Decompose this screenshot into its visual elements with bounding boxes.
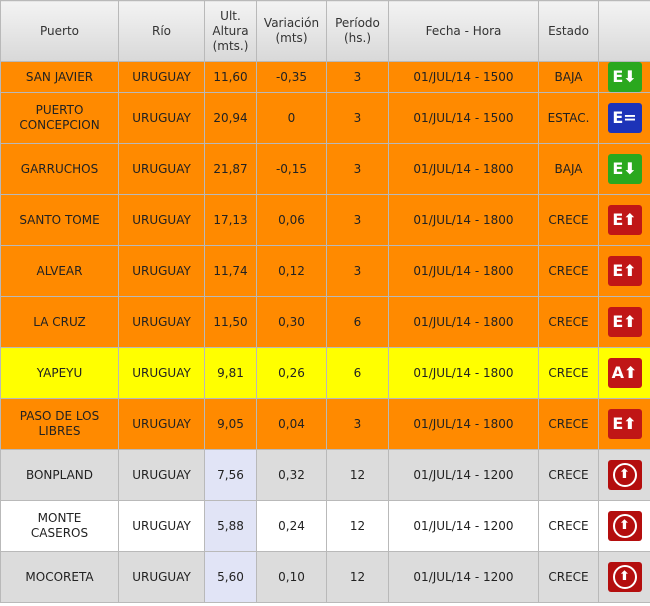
cell-rio: URUGUAY xyxy=(119,62,205,93)
cell-icon xyxy=(599,501,650,552)
cell-puerto xyxy=(1,144,119,195)
cell-icon xyxy=(599,144,650,195)
cell-rio: URUGUAY xyxy=(119,348,205,399)
cell-rio: URUGUAY xyxy=(119,246,205,297)
cell-variacion: 0,06 xyxy=(257,195,327,246)
cell-altura: 11,60 xyxy=(205,62,257,93)
cell-altura: 5,60 xyxy=(205,552,257,603)
puerto-line: MONTE xyxy=(37,511,82,525)
header-variacion-line1: Variación xyxy=(263,16,320,30)
cell-variacion: 0,10 xyxy=(257,552,327,603)
cell-fecha: 01/JUL/14 - 1200 xyxy=(389,501,539,552)
table-row xyxy=(1,501,650,552)
alert-up-icon: E⬆ xyxy=(608,409,642,439)
cell-rio: URUGUAY xyxy=(119,297,205,348)
header-icon xyxy=(599,1,650,62)
puerto-line: PASO DE LOS xyxy=(19,409,100,423)
cell-fecha: 01/JUL/14 - 1800 xyxy=(389,246,539,297)
cell-icon xyxy=(599,62,650,93)
cell-icon xyxy=(599,399,650,450)
cell-rio: URUGUAY xyxy=(119,195,205,246)
cell-fecha: 01/JUL/14 - 1800 xyxy=(389,348,539,399)
header-altura-line1: Ult. xyxy=(220,8,241,23)
cell-periodo: 3 xyxy=(327,93,389,144)
puerto-line: GARRUCHOS xyxy=(20,161,99,176)
cell-altura: 20,94 xyxy=(205,93,257,144)
cell-icon xyxy=(599,297,650,348)
cell-estado: ESTAC. xyxy=(539,93,599,144)
puerto-line: MOCORETA xyxy=(25,569,94,584)
puerto-line: SANTO TOME xyxy=(19,212,100,227)
cell-altura: 9,81 xyxy=(205,348,257,399)
puerto-line: ALVEAR xyxy=(36,263,83,278)
cell-variacion: 0 xyxy=(257,93,327,144)
cell-altura: 17,13 xyxy=(205,195,257,246)
puerto-line: CASEROS xyxy=(30,526,89,540)
cell-periodo: 3 xyxy=(327,195,389,246)
alert-up-icon: E⬆ xyxy=(608,307,642,337)
cell-rio: URUGUAY xyxy=(119,501,205,552)
puerto-line: LIBRES xyxy=(38,424,81,438)
cell-puerto xyxy=(1,450,119,501)
alarm-up-icon: A⬆ xyxy=(608,358,642,388)
table-row xyxy=(1,297,650,348)
table-row xyxy=(1,62,650,93)
cell-rio: URUGUAY xyxy=(119,450,205,501)
cell-estado: CRECE xyxy=(539,195,599,246)
alert-stationary-icon: E= xyxy=(608,103,642,133)
circle-ring: ⬆ xyxy=(613,463,637,487)
cell-periodo: 12 xyxy=(327,552,389,603)
cell-icon xyxy=(599,348,650,399)
cell-puerto xyxy=(1,348,119,399)
cell-periodo: 3 xyxy=(327,246,389,297)
cell-icon xyxy=(599,246,650,297)
cell-variacion: 0,26 xyxy=(257,348,327,399)
cell-puerto xyxy=(1,62,119,93)
table-row xyxy=(1,450,650,501)
cell-icon xyxy=(599,552,650,603)
circle-up-icon xyxy=(608,460,642,490)
cell-altura: 11,74 xyxy=(205,246,257,297)
header-periodo-line1: Período xyxy=(335,16,380,30)
cell-altura: 21,87 xyxy=(205,144,257,195)
cell-periodo: 12 xyxy=(327,450,389,501)
header-variacion-line2: (mts) xyxy=(275,31,308,45)
header-row xyxy=(1,1,650,62)
cell-variacion: 0,24 xyxy=(257,501,327,552)
cell-periodo: 3 xyxy=(327,62,389,93)
table-row xyxy=(1,552,650,603)
cell-puerto xyxy=(1,552,119,603)
header-variacion xyxy=(257,1,327,62)
puerto-line: CONCEPCION xyxy=(19,118,100,132)
cell-altura: 9,05 xyxy=(205,399,257,450)
cell-periodo: 6 xyxy=(327,348,389,399)
cell-puerto xyxy=(1,246,119,297)
cell-icon xyxy=(599,450,650,501)
table-row xyxy=(1,93,650,144)
puerto-line: SAN JAVIER xyxy=(25,69,94,84)
cell-variacion: 0,32 xyxy=(257,450,327,501)
cell-altura: 7,56 xyxy=(205,450,257,501)
puerto-line: PUERTO xyxy=(35,103,84,117)
cell-altura: 5,88 xyxy=(205,501,257,552)
cell-estado: CRECE xyxy=(539,450,599,501)
header-puerto: Puerto xyxy=(1,1,119,62)
cell-fecha: 01/JUL/14 - 1200 xyxy=(389,552,539,603)
cell-periodo: 6 xyxy=(327,297,389,348)
cell-icon xyxy=(599,93,650,144)
cell-fecha: 01/JUL/14 - 1800 xyxy=(389,195,539,246)
header-altura xyxy=(205,1,257,62)
table-row xyxy=(1,195,650,246)
cell-fecha: 01/JUL/14 - 1800 xyxy=(389,399,539,450)
cell-estado: CRECE xyxy=(539,399,599,450)
cell-variacion: -0,35 xyxy=(257,62,327,93)
cell-estado: CRECE xyxy=(539,297,599,348)
cell-periodo: 3 xyxy=(327,144,389,195)
cell-rio: URUGUAY xyxy=(119,93,205,144)
circle-up-icon xyxy=(608,511,642,541)
header-fecha: Fecha - Hora xyxy=(389,1,539,62)
puerto-line: LA CRUZ xyxy=(33,314,86,329)
header-altura-line2: Altura xyxy=(212,23,249,38)
header-estado: Estado xyxy=(539,1,599,62)
cell-fecha: 01/JUL/14 - 1800 xyxy=(389,297,539,348)
table-row xyxy=(1,246,650,297)
puerto-line: BONPLAND xyxy=(25,467,94,482)
cell-periodo: 12 xyxy=(327,501,389,552)
cell-puerto xyxy=(1,399,119,450)
cell-rio: URUGUAY xyxy=(119,399,205,450)
alert-down-icon: E⬇ xyxy=(608,154,642,184)
cell-estado: BAJA xyxy=(539,62,599,93)
cell-estado: CRECE xyxy=(539,552,599,603)
table-row xyxy=(1,399,650,450)
cell-fecha: 01/JUL/14 - 1500 xyxy=(389,93,539,144)
puerto-line: YAPEYU xyxy=(36,365,83,380)
cell-rio: URUGUAY xyxy=(119,552,205,603)
cell-estado: CRECE xyxy=(539,501,599,552)
cell-variacion: -0,15 xyxy=(257,144,327,195)
cell-variacion: 0,04 xyxy=(257,399,327,450)
cell-fecha: 01/JUL/14 - 1200 xyxy=(389,450,539,501)
cell-estado: CRECE xyxy=(539,348,599,399)
header-rio: Río xyxy=(119,1,205,62)
cell-estado: CRECE xyxy=(539,246,599,297)
table-row xyxy=(1,348,650,399)
table-row xyxy=(1,144,650,195)
alert-up-icon: E⬆ xyxy=(608,256,642,286)
cell-altura: 11,50 xyxy=(205,297,257,348)
cell-periodo: 3 xyxy=(327,399,389,450)
cell-variacion: 0,30 xyxy=(257,297,327,348)
header-altura-line3: (mts.) xyxy=(212,38,249,53)
cell-puerto xyxy=(1,195,119,246)
circle-up-icon xyxy=(608,562,642,592)
header-periodo-line2: (hs.) xyxy=(343,31,372,45)
cell-variacion: 0,12 xyxy=(257,246,327,297)
cell-fecha: 01/JUL/14 - 1500 xyxy=(389,62,539,93)
cell-puerto xyxy=(1,501,119,552)
cell-puerto xyxy=(1,93,119,144)
cell-rio: URUGUAY xyxy=(119,144,205,195)
circle-ring: ⬆ xyxy=(613,565,637,589)
header-periodo xyxy=(327,1,389,62)
alert-up-icon: E⬆ xyxy=(608,205,642,235)
cell-puerto xyxy=(1,297,119,348)
cell-icon xyxy=(599,195,650,246)
alert-down-icon: E⬇ xyxy=(608,62,642,92)
cell-fecha: 01/JUL/14 - 1800 xyxy=(389,144,539,195)
circle-ring: ⬆ xyxy=(613,514,637,538)
cell-estado: BAJA xyxy=(539,144,599,195)
